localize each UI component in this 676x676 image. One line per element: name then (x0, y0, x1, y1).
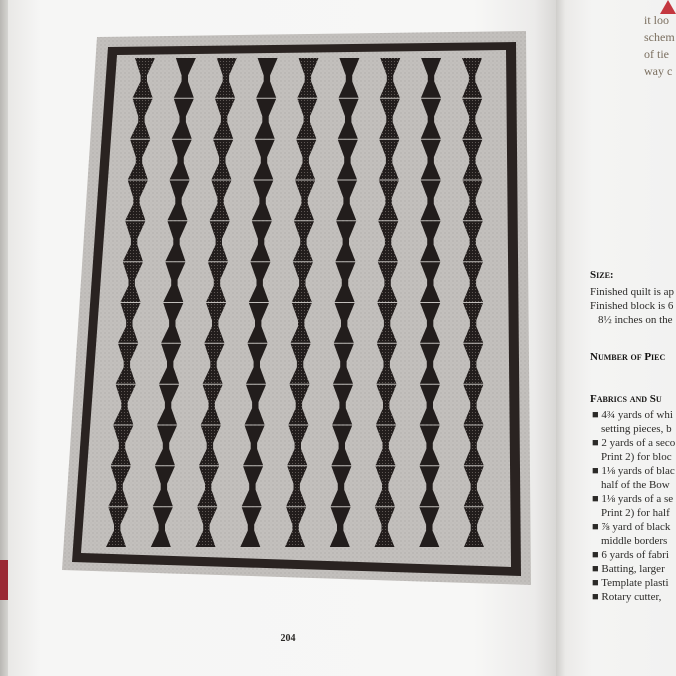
fabric-line: ■ 4¾ yards of whi (592, 409, 673, 421)
intro-line: it loo (644, 13, 670, 27)
fabric-line: ■ 1⅛ yards of a se (592, 493, 674, 505)
intro-line: of tie (644, 47, 669, 61)
fabric-line: ■ ⅞ yard of black (592, 521, 671, 533)
fabric-line: middle borders (601, 535, 668, 547)
size-heading: Size: (590, 269, 614, 281)
fabric-line: ■ 2 yards of a seco (592, 437, 676, 449)
fabric-line: Print 2) for half (601, 507, 670, 519)
size-line: Finished quilt is ap (590, 286, 675, 298)
page-number: 204 (280, 633, 296, 644)
fabric-line: ■ Batting, larger (592, 563, 665, 575)
intro-line: way c (644, 64, 673, 78)
intro-line: schem (644, 30, 675, 44)
fabric-line: ■ 6 yards of fabri (592, 549, 669, 561)
fabric-line: ■ 1⅛ yards of blac (592, 465, 675, 477)
fabrics-heading: Fabrics and Su (590, 393, 662, 405)
size-line: Finished block is 6 (590, 300, 674, 312)
pieces-heading: Number of Piec (590, 351, 666, 363)
fabric-line: Print 2) for bloc (601, 451, 672, 463)
fabric-line: ■ Template plasti (592, 577, 669, 589)
size-line: 8½ inches on the (598, 314, 673, 326)
fabric-line: setting pieces, b (601, 423, 672, 435)
fabric-line: half of the Bow (601, 479, 670, 491)
fabric-line: ■ Rotary cutter, (592, 591, 662, 603)
